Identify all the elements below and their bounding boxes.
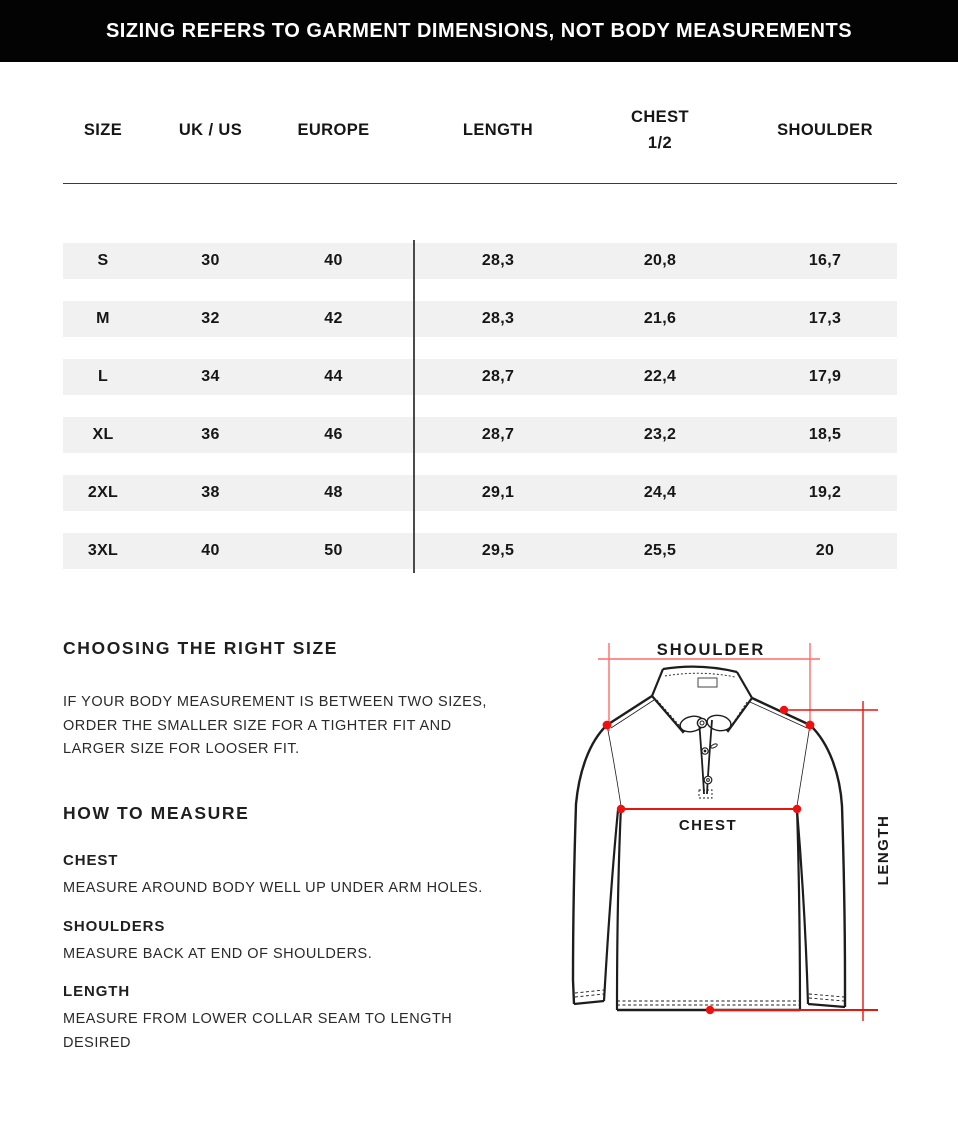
header-chest-line2: 1/2 — [647, 134, 673, 152]
cell-chest: 24,4 — [643, 484, 677, 501]
choosing-size-title: CHOOSING THE RIGHT SIZE — [63, 638, 339, 658]
cell-europe: 42 — [324, 310, 343, 327]
measure-dot — [603, 721, 612, 730]
how-to-measure-title: HOW TO MEASURE — [63, 803, 250, 823]
button-icon — [704, 776, 712, 784]
cell-chest: 23,2 — [643, 426, 677, 443]
cell-shoulder: 17,3 — [808, 310, 842, 327]
table-column-divider — [413, 240, 415, 573]
cell-chest: 25,5 — [643, 542, 677, 559]
cell-europe: 48 — [324, 484, 343, 501]
button-icon — [704, 750, 706, 752]
cell-length: 28,3 — [481, 252, 515, 269]
cell-shoulder: 16,7 — [808, 252, 842, 269]
cell-size: XL — [92, 426, 114, 443]
measure-annotations — [598, 641, 892, 1021]
cell-europe: 44 — [324, 368, 343, 385]
collar-band-left — [652, 669, 663, 696]
measure-length-label: LENGTH — [63, 983, 131, 1000]
shirt-outline — [573, 696, 845, 1010]
measure-chest-text: MEASURE AROUND BODY WELL UP UNDER ARM HOLES. — [63, 880, 483, 896]
choosing-size-body: IF YOUR BODY MEASUREMENT IS BETWEEN TWO SIZES, ORDER THE SMALLER SIZE FOR A TIGHTER FIT AND LARGER SIZE FOR LOOSER FIT. — [63, 694, 487, 757]
right-cuff — [808, 1004, 845, 1007]
right-armhole-seam — [797, 725, 810, 806]
header-cell-shoulder: SHOULDER — [777, 121, 873, 139]
hem-stitching — [617, 1001, 800, 1005]
cell-length: 28,3 — [481, 310, 515, 327]
cell-length: 28,7 — [481, 426, 515, 443]
table-row-m — [63, 301, 897, 337]
cell-length: 29,1 — [481, 484, 515, 501]
header-cell-length: LENGTH — [462, 121, 534, 139]
placket-left-edge — [699, 720, 704, 794]
cuff-stitching — [575, 990, 844, 1001]
measure-length-text: MEASURE FROM LOWER COLLAR SEAM TO LENGTH DESIRED — [63, 1011, 453, 1051]
cell-shoulder: 18,5 — [808, 426, 842, 443]
button-icon — [697, 718, 706, 727]
cell-shoulder: 17,9 — [808, 368, 842, 385]
collar — [652, 667, 752, 798]
measure-dot — [806, 721, 815, 730]
cell-uk-us: 36 — [201, 426, 220, 443]
placket-bottom-box — [699, 790, 712, 798]
table-row-s — [63, 243, 897, 279]
measure-dot — [780, 706, 788, 714]
cell-length: 29,5 — [481, 542, 515, 559]
top-banner — [0, 0, 958, 62]
measure-dot — [706, 1006, 714, 1014]
right-shoulder-seam-inner — [750, 702, 807, 728]
cell-europe: 46 — [324, 426, 343, 443]
cell-size: 3XL — [87, 542, 119, 559]
diagram-shoulder-label: SHOULDER — [656, 641, 766, 659]
measure-shoulders-label: SHOULDERS — [63, 918, 166, 935]
header-chest-line1: CHEST — [631, 108, 689, 126]
table-row-xl — [63, 417, 897, 453]
header-rule — [63, 183, 897, 184]
cell-uk-us: 32 — [201, 310, 220, 327]
cell-chest: 20,8 — [643, 252, 677, 269]
buttonhole-icon — [710, 743, 718, 749]
measure-shoulders-text: MEASURE BACK AT END OF SHOULDERS. — [63, 946, 373, 962]
header-cell-size: SIZE — [83, 121, 123, 139]
cell-uk-us: 40 — [201, 542, 220, 559]
collar-band-stitching — [665, 673, 735, 677]
cell-chest: 21,6 — [643, 310, 677, 327]
cell-europe: 50 — [324, 542, 343, 559]
cell-size: 2XL — [87, 484, 119, 501]
cell-shoulder: 19,2 — [808, 484, 842, 501]
cell-europe: 40 — [324, 252, 343, 269]
cell-shoulder: 20 — [815, 542, 835, 559]
collar-band-top — [663, 667, 737, 672]
size-table-header — [63, 104, 897, 156]
cell-uk-us: 30 — [201, 252, 220, 269]
left-sleeve — [573, 725, 607, 1004]
measure-chest-label: CHEST — [63, 852, 119, 869]
cell-length: 28,7 — [481, 368, 515, 385]
cell-size: M — [96, 310, 110, 327]
cell-uk-us: 38 — [201, 484, 220, 501]
banner-text: SIZING REFERS TO GARMENT DIMENSIONS, NOT BODY MEASUREMENTS — [105, 19, 853, 42]
table-row-2xl — [63, 475, 897, 511]
measure-dot — [617, 805, 625, 813]
header-cell-europe: EUROPE — [297, 121, 370, 139]
cell-size: S — [97, 252, 109, 269]
table-row-l — [63, 359, 897, 395]
shirt-diagram — [555, 632, 955, 1052]
cell-uk-us: 34 — [201, 368, 220, 385]
left-sleeve-inner — [604, 810, 618, 1001]
left-shoulder-seam — [607, 696, 652, 725]
right-sleeve — [810, 725, 845, 1007]
collar-band-right — [737, 672, 752, 698]
table-row-3xl — [63, 533, 897, 569]
left-cuff — [574, 1001, 604, 1004]
left-shoulder-seam-inner — [611, 700, 654, 728]
diagram-length-label: LENGTH — [875, 814, 892, 886]
body-left-edge — [617, 806, 621, 1010]
measure-dot — [793, 805, 801, 813]
left-armhole-seam — [607, 725, 621, 806]
header-cell-chest — [583, 104, 753, 156]
header-cell-uk-us: UK / US — [178, 121, 243, 139]
cell-chest: 22,4 — [643, 368, 677, 385]
cell-size: L — [97, 368, 109, 385]
diagram-chest-label: CHEST — [678, 817, 738, 834]
neck-label — [698, 678, 717, 687]
